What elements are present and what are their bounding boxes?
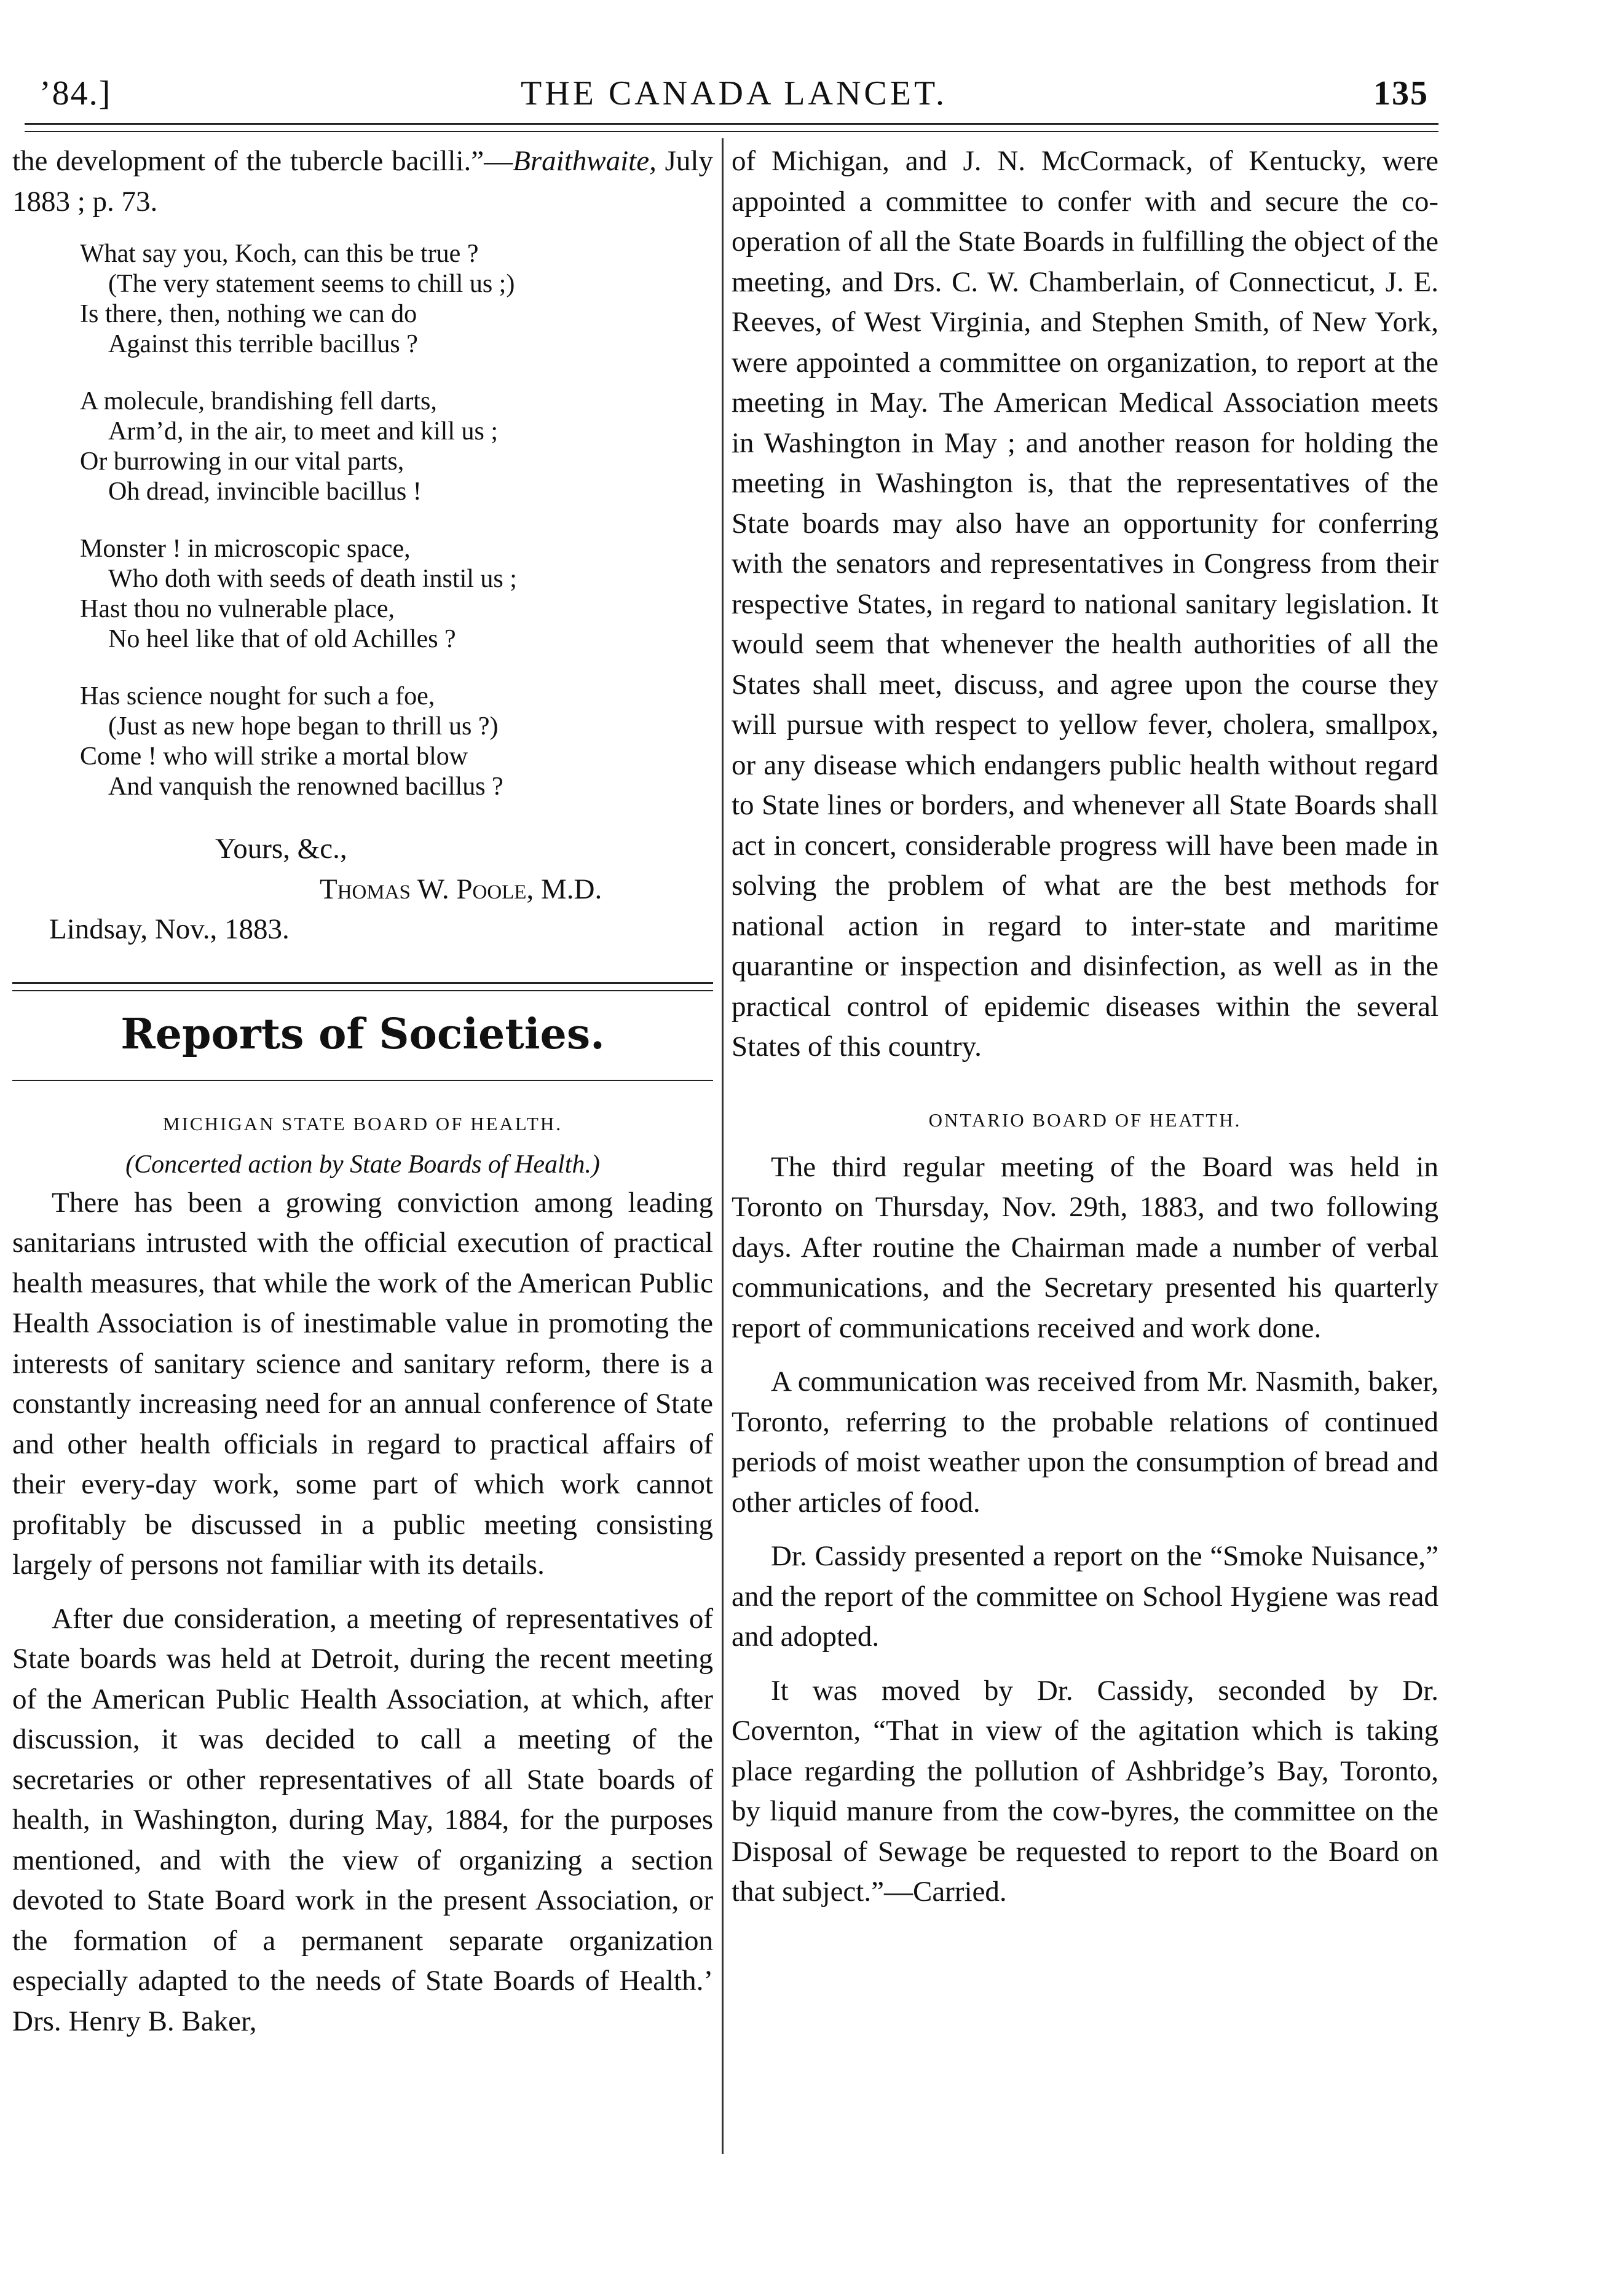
poem-line: Has science nought for such a foe, bbox=[80, 682, 435, 710]
poem-line: No heel like that of old Achilles ? bbox=[108, 625, 456, 653]
author-name: Thomas W. Poole, M.D. bbox=[320, 873, 602, 905]
poem-line: What say you, Koch, can this be true ? bbox=[80, 240, 479, 268]
right-column bbox=[732, 141, 1438, 1913]
section-title: Reports of Societies. bbox=[120, 1009, 605, 1059]
section-rule bbox=[12, 982, 713, 991]
subsection-subtitle: (Concerted action by State Boards of Health.) bbox=[125, 1150, 600, 1179]
body-paragraph: There has been a growing conviction among leading sanitarians intrusted with the official execution of practical health measures, that while the work of the American Public Health Association is of inestimable value in promoting the interests of sanitary science and sanitary reform, there is a constantly increasing need for an annual conference of State and other health officials in regard to practical affairs of their every-day work, some part of which work cannot profitably be discussed in a public meeting consisting largely of persons not familiar with its details. bbox=[12, 1186, 713, 1581]
poem-line: Arm’d, in the air, to meet and kill us ; bbox=[108, 417, 499, 446]
letter-closing: Yours, &c., bbox=[215, 833, 347, 865]
poem-stanza bbox=[80, 682, 713, 802]
subsection-heading: ONTARIO BOARD OF HEATTH. bbox=[928, 1109, 1242, 1131]
opening-text: the development of the tubercle bacilli.”— bbox=[12, 145, 513, 177]
poem bbox=[80, 239, 713, 802]
body-paragraph: It was moved by Dr. Cassidy, seconded by Dr. Covernton, “That in view of the agitation which is taking place regarding the pollution of Ashbridge’s Bay, Toronto, by liquid manure from the cow-byres, the committee on the Disposal of Sewage be requested to report to the Board on that subject.”—Carried. bbox=[732, 1674, 1438, 1908]
opening-citation-author: Braithwaite, bbox=[513, 145, 657, 177]
subsection-heading: MICHIGAN STATE BOARD OF HEALTH. bbox=[163, 1112, 562, 1134]
poem-line: Who doth with seeds of death instil us ; bbox=[108, 565, 517, 593]
body-paragraph: A communication was received from Mr. Nasmith, baker, Toronto, referring to the probable relations of continued periods of moist weather upon the consumption of bread and other articles of food. bbox=[732, 1366, 1438, 1519]
body-paragraph: of Michigan, and J. N. McCormack, of Kentucky, were appointed a committee to confer with and secure the co-operation of all the State Boards in fulfilling the object of the meeting, and Drs. C. W. Chamberlain, of Connecticut, J. E. Reeves, of West Virginia, and Stephen Smith, of New York, were appointed a committee on organization, to report at the meeting in May. The American Medical Association meets in Washington in May ; and another reason for holding the meeting in Washington is, that the representatives of the State boards may also have an opportunity for conferring with the senators and representatives in Congress from their respective States, in regard to national sanitary legislation. It would seem that whenever the health authorities of all the States shall meet, discuss, and agree upon the course they will pursue with respect to yellow fever, cholera, smallpox, or any disease which endangers public health without regard to State lines or borders, and whenever all State Boards shall act in concert, considerable progress will have been made in solving the problem of what are the best methods for national action in regard to inter-state and maritime quarantine or inspection and disinfection, as well as in the practical control of epidemic diseases within the several States of this country. bbox=[732, 145, 1438, 1063]
poem-line: (Just as new hope began to thrill us ?) bbox=[108, 712, 499, 741]
letter-place-date: Lindsay, Nov., 1883. bbox=[49, 913, 290, 945]
opening-paragraph bbox=[12, 141, 713, 222]
page-number: 135 bbox=[1373, 74, 1429, 112]
journal-title: THE CANADA LANCET. bbox=[520, 74, 948, 112]
poem-line: A molecule, brandishing fell darts, bbox=[80, 387, 437, 415]
body-paragraph: After due consideration, a meeting of representatives of State boards was held at Detroit, during the recent meeting of the American Public Health Association, at which, after discussion, it was decided to call a meeting of the secretaries or other representatives of all State boards of health, in Washington, during May, 1884, for the purposes mentioned, and with the view of organizing a section devoted to State Board work in the present Association, or the formation of a permanent separate organization especially adapted to the needs of State Boards of Health.’ Drs. Henry B. Baker, bbox=[12, 1602, 713, 2037]
poem-line: And vanquish the renowned bacillus ? bbox=[108, 773, 503, 801]
poem-line: (The very statement seems to chill us ;) bbox=[108, 270, 515, 298]
poem-stanza bbox=[80, 534, 713, 655]
poem-line: Is there, then, nothing we can do bbox=[80, 300, 417, 328]
poem-line: Oh dread, invincible bacillus ! bbox=[108, 478, 422, 506]
header-rule bbox=[25, 123, 1438, 132]
letter-author bbox=[320, 870, 713, 910]
running-header bbox=[39, 74, 1429, 129]
left-column bbox=[12, 141, 713, 2042]
section-rule-thin bbox=[12, 1080, 713, 1081]
poem-stanza bbox=[80, 387, 713, 507]
header-year: ’84.] bbox=[39, 74, 112, 112]
poem-line: Hast thou no vulnerable place, bbox=[80, 595, 395, 623]
poem-line: Against this terrible bacillus ? bbox=[108, 330, 418, 358]
body-paragraph: The third regular meeting of the Board was held in Toronto on Thursday, Nov. 29th, 1883, and two following days. After routine the Chairman made a number of verbal communications, and the Secretary presented his quarterly report of communications received and work done. bbox=[732, 1150, 1438, 1344]
poem-line: Or burrowing in our vital parts, bbox=[80, 447, 404, 476]
poem-stanza bbox=[80, 239, 713, 360]
column-divider bbox=[722, 138, 724, 2154]
poem-line: Monster ! in microscopic space, bbox=[80, 535, 411, 563]
body-paragraph: Dr. Cassidy presented a report on the “Smoke Nuisance,” and the report of the committee on School Hygiene was read and adopted. bbox=[732, 1540, 1438, 1653]
poem-line: Come ! who will strike a mortal blow bbox=[80, 742, 468, 771]
opening-citation-date: July 1883 ; p. 73. bbox=[12, 145, 713, 218]
